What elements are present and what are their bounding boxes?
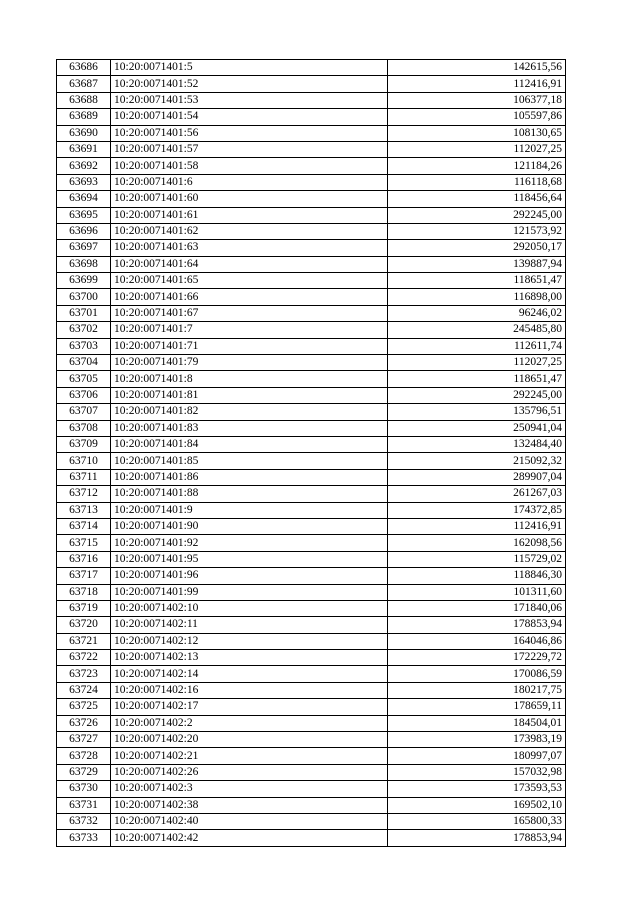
cadastral-number-cell: 10:20:0071401:85 [111,453,388,469]
row-number-cell: 63719 [57,600,111,616]
cadastral-value-cell: 118651,47 [388,273,566,289]
cadastral-value-cell: 162098,56 [388,535,566,551]
row-number-cell: 63709 [57,436,111,452]
cadastral-value-cell: 261267,03 [388,486,566,502]
table-row [57,436,566,452]
cadastral-number-cell: 10:20:0071401:88 [111,486,388,502]
cadastral-number-cell: 10:20:0071401:96 [111,568,388,584]
cadastral-number-cell: 10:20:0071402:17 [111,699,388,715]
cadastral-value-cell: 101311,60 [388,584,566,600]
row-number-cell: 63715 [57,535,111,551]
table-row [57,486,566,502]
table-row [57,666,566,682]
cadastral-value-cell: 292245,00 [388,387,566,403]
table-row [57,502,566,518]
cadastral-value-cell: 292245,00 [388,207,566,223]
cadastral-value-cell: 173593,53 [388,781,566,797]
cadastral-number-cell: 10:20:0071401:8 [111,371,388,387]
row-number-cell: 63689 [57,109,111,125]
row-number-cell: 63718 [57,584,111,600]
cadastral-number-cell: 10:20:0071401:79 [111,355,388,371]
table-row [57,387,566,403]
cadastral-value-cell: 96246,02 [388,305,566,321]
cadastral-number-cell: 10:20:0071401:86 [111,469,388,485]
cadastral-number-cell: 10:20:0071402:14 [111,666,388,682]
row-number-cell: 63710 [57,453,111,469]
cadastral-value-cell: 173983,19 [388,732,566,748]
row-number-cell: 63717 [57,568,111,584]
table-row [57,371,566,387]
cadastral-value-cell: 178659,11 [388,699,566,715]
cadastral-value-cell: 142615,56 [388,60,566,76]
table-row [57,420,566,436]
cadastral-number-cell: 10:20:0071401:52 [111,76,388,92]
table-row [57,535,566,551]
cadastral-value-cell: 157032,98 [388,764,566,780]
cadastral-number-cell: 10:20:0071402:42 [111,830,388,846]
table-row [57,764,566,780]
table-row [57,355,566,371]
table-row [57,223,566,239]
table-row [57,60,566,76]
cadastral-number-cell: 10:20:0071401:84 [111,436,388,452]
table-row [57,453,566,469]
cadastral-number-cell: 10:20:0071401:62 [111,223,388,239]
cadastral-number-cell: 10:20:0071402:20 [111,732,388,748]
cadastral-number-cell: 10:20:0071401:6 [111,174,388,190]
cadastral-number-cell: 10:20:0071402:3 [111,781,388,797]
cadastral-value-cell: 180997,07 [388,748,566,764]
row-number-cell: 63696 [57,223,111,239]
cadastral-value-cell: 108130,65 [388,125,566,141]
row-number-cell: 63706 [57,387,111,403]
row-number-cell: 63730 [57,781,111,797]
cadastral-value-cell: 132484,40 [388,436,566,452]
row-number-cell: 63711 [57,469,111,485]
row-number-cell: 63697 [57,240,111,256]
cadastral-value-cell: 121573,92 [388,223,566,239]
table-row [57,207,566,223]
table-row [57,273,566,289]
row-number-cell: 63708 [57,420,111,436]
row-number-cell: 63694 [57,191,111,207]
cadastral-value-cell: 292050,17 [388,240,566,256]
row-number-cell: 63687 [57,76,111,92]
table-row [57,748,566,764]
cadastral-value-cell: 250941,04 [388,420,566,436]
cadastral-value-cell: 112027,25 [388,141,566,157]
table-row [57,191,566,207]
row-number-cell: 63707 [57,404,111,420]
row-number-cell: 63700 [57,289,111,305]
table-row [57,584,566,600]
row-number-cell: 63688 [57,92,111,108]
row-number-cell: 63698 [57,256,111,272]
table-row [57,682,566,698]
row-number-cell: 63690 [57,125,111,141]
cadastral-number-cell: 10:20:0071401:57 [111,141,388,157]
cadastral-number-cell: 10:20:0071401:99 [111,584,388,600]
cadastral-number-cell: 10:20:0071401:92 [111,535,388,551]
table-row [57,92,566,108]
row-number-cell: 63705 [57,371,111,387]
row-number-cell: 63720 [57,617,111,633]
row-number-cell: 63714 [57,518,111,534]
cadastral-value-cell: 178853,94 [388,830,566,846]
cadastral-number-cell: 10:20:0071401:63 [111,240,388,256]
cadastral-number-cell: 10:20:0071401:66 [111,289,388,305]
cadastral-value-cell: 112027,25 [388,355,566,371]
cadastral-value-cell: 118651,47 [388,371,566,387]
cadastral-value-cell: 112611,74 [388,338,566,354]
table-row [57,305,566,321]
cadastral-value-cell: 169502,10 [388,797,566,813]
row-number-cell: 63726 [57,715,111,731]
cadastral-value-cell: 164046,86 [388,633,566,649]
row-number-cell: 63728 [57,748,111,764]
row-number-cell: 63729 [57,764,111,780]
cadastral-number-cell: 10:20:0071402:2 [111,715,388,731]
table-row [57,568,566,584]
row-number-cell: 63686 [57,60,111,76]
cadastral-number-cell: 10:20:0071402:40 [111,813,388,829]
cadastral-number-cell: 10:20:0071401:95 [111,551,388,567]
row-number-cell: 63722 [57,650,111,666]
cadastral-number-cell: 10:20:0071401:83 [111,420,388,436]
cadastral-value-cell: 178853,94 [388,617,566,633]
table-row [57,256,566,272]
table-row [57,715,566,731]
cadastral-number-cell: 10:20:0071401:58 [111,158,388,174]
table-row [57,633,566,649]
row-number-cell: 63727 [57,732,111,748]
row-number-cell: 63704 [57,355,111,371]
cadastral-number-cell: 10:20:0071401:65 [111,273,388,289]
table-row [57,76,566,92]
table-row [57,600,566,616]
row-number-cell: 63702 [57,322,111,338]
row-number-cell: 63732 [57,813,111,829]
cadastral-number-cell: 10:20:0071401:53 [111,92,388,108]
table-row [57,650,566,666]
cadastral-value-cell: 139887,94 [388,256,566,272]
cadastral-value-cell: 245485,80 [388,322,566,338]
cadastral-value-cell: 184504,01 [388,715,566,731]
table-row [57,174,566,190]
row-number-cell: 63721 [57,633,111,649]
cadastral-value-cell: 106377,18 [388,92,566,108]
cadastral-number-cell: 10:20:0071402:10 [111,600,388,616]
cadastral-number-cell: 10:20:0071401:5 [111,60,388,76]
table-row [57,109,566,125]
cadastral-number-cell: 10:20:0071401:90 [111,518,388,534]
row-number-cell: 63701 [57,305,111,321]
cadastral-number-cell: 10:20:0071401:56 [111,125,388,141]
cadastral-value-cell: 289907,04 [388,469,566,485]
cadastral-number-cell: 10:20:0071401:7 [111,322,388,338]
table-row [57,813,566,829]
cadastral-value-cell: 115729,02 [388,551,566,567]
cadastral-number-cell: 10:20:0071401:82 [111,404,388,420]
table-row [57,338,566,354]
cadastral-number-cell: 10:20:0071401:81 [111,387,388,403]
cadastral-number-cell: 10:20:0071402:26 [111,764,388,780]
cadastral-value-cell: 171840,06 [388,600,566,616]
table-row [57,551,566,567]
row-number-cell: 63713 [57,502,111,518]
cadastral-number-cell: 10:20:0071402:16 [111,682,388,698]
cadastral-value-cell: 112416,91 [388,76,566,92]
cadastral-number-cell: 10:20:0071402:21 [111,748,388,764]
table-row [57,125,566,141]
cadastral-value-cell: 112416,91 [388,518,566,534]
row-number-cell: 63725 [57,699,111,715]
table-row [57,797,566,813]
cadastral-number-cell: 10:20:0071401:71 [111,338,388,354]
cadastral-value-cell: 116898,00 [388,289,566,305]
row-number-cell: 63695 [57,207,111,223]
cadastral-number-cell: 10:20:0071401:67 [111,305,388,321]
cadastral-number-cell: 10:20:0071401:9 [111,502,388,518]
table-row [57,781,566,797]
table-row [57,830,566,846]
cadastral-value-cell: 105597,86 [388,109,566,125]
cadastral-number-cell: 10:20:0071402:12 [111,633,388,649]
table-row [57,141,566,157]
cadastral-value-cell: 116118,68 [388,174,566,190]
cadastral-number-cell: 10:20:0071401:64 [111,256,388,272]
table-row [57,289,566,305]
cadastral-value-cell: 174372,85 [388,502,566,518]
table-row [57,404,566,420]
cadastral-value-cell: 135796,51 [388,404,566,420]
table-row [57,518,566,534]
cadastral-value-cell: 180217,75 [388,682,566,698]
cadastral-value-cell: 118456,64 [388,191,566,207]
table-row [57,617,566,633]
row-number-cell: 63693 [57,174,111,190]
row-number-cell: 63731 [57,797,111,813]
cadastral-value-cell: 165800,33 [388,813,566,829]
cadastral-number-cell: 10:20:0071402:38 [111,797,388,813]
row-number-cell: 63691 [57,141,111,157]
cadastral-number-cell: 10:20:0071402:13 [111,650,388,666]
cadastral-value-cell: 118846,30 [388,568,566,584]
cadastral-number-cell: 10:20:0071401:54 [111,109,388,125]
table-body [57,60,566,847]
table-row [57,732,566,748]
row-number-cell: 63724 [57,682,111,698]
table-row [57,469,566,485]
cadastral-value-cell: 215092,32 [388,453,566,469]
row-number-cell: 63733 [57,830,111,846]
cadastral-value-cell: 170086,59 [388,666,566,682]
cadastral-number-cell: 10:20:0071401:61 [111,207,388,223]
row-number-cell: 63703 [57,338,111,354]
table-row [57,158,566,174]
cadastral-number-cell: 10:20:0071402:11 [111,617,388,633]
cadastral-value-cell: 121184,26 [388,158,566,174]
cadastral-value-table [56,59,566,847]
row-number-cell: 63716 [57,551,111,567]
table-row [57,322,566,338]
table-row [57,240,566,256]
row-number-cell: 63723 [57,666,111,682]
cadastral-number-cell: 10:20:0071401:60 [111,191,388,207]
row-number-cell: 63699 [57,273,111,289]
row-number-cell: 63712 [57,486,111,502]
table-row [57,699,566,715]
row-number-cell: 63692 [57,158,111,174]
cadastral-value-cell: 172229,72 [388,650,566,666]
